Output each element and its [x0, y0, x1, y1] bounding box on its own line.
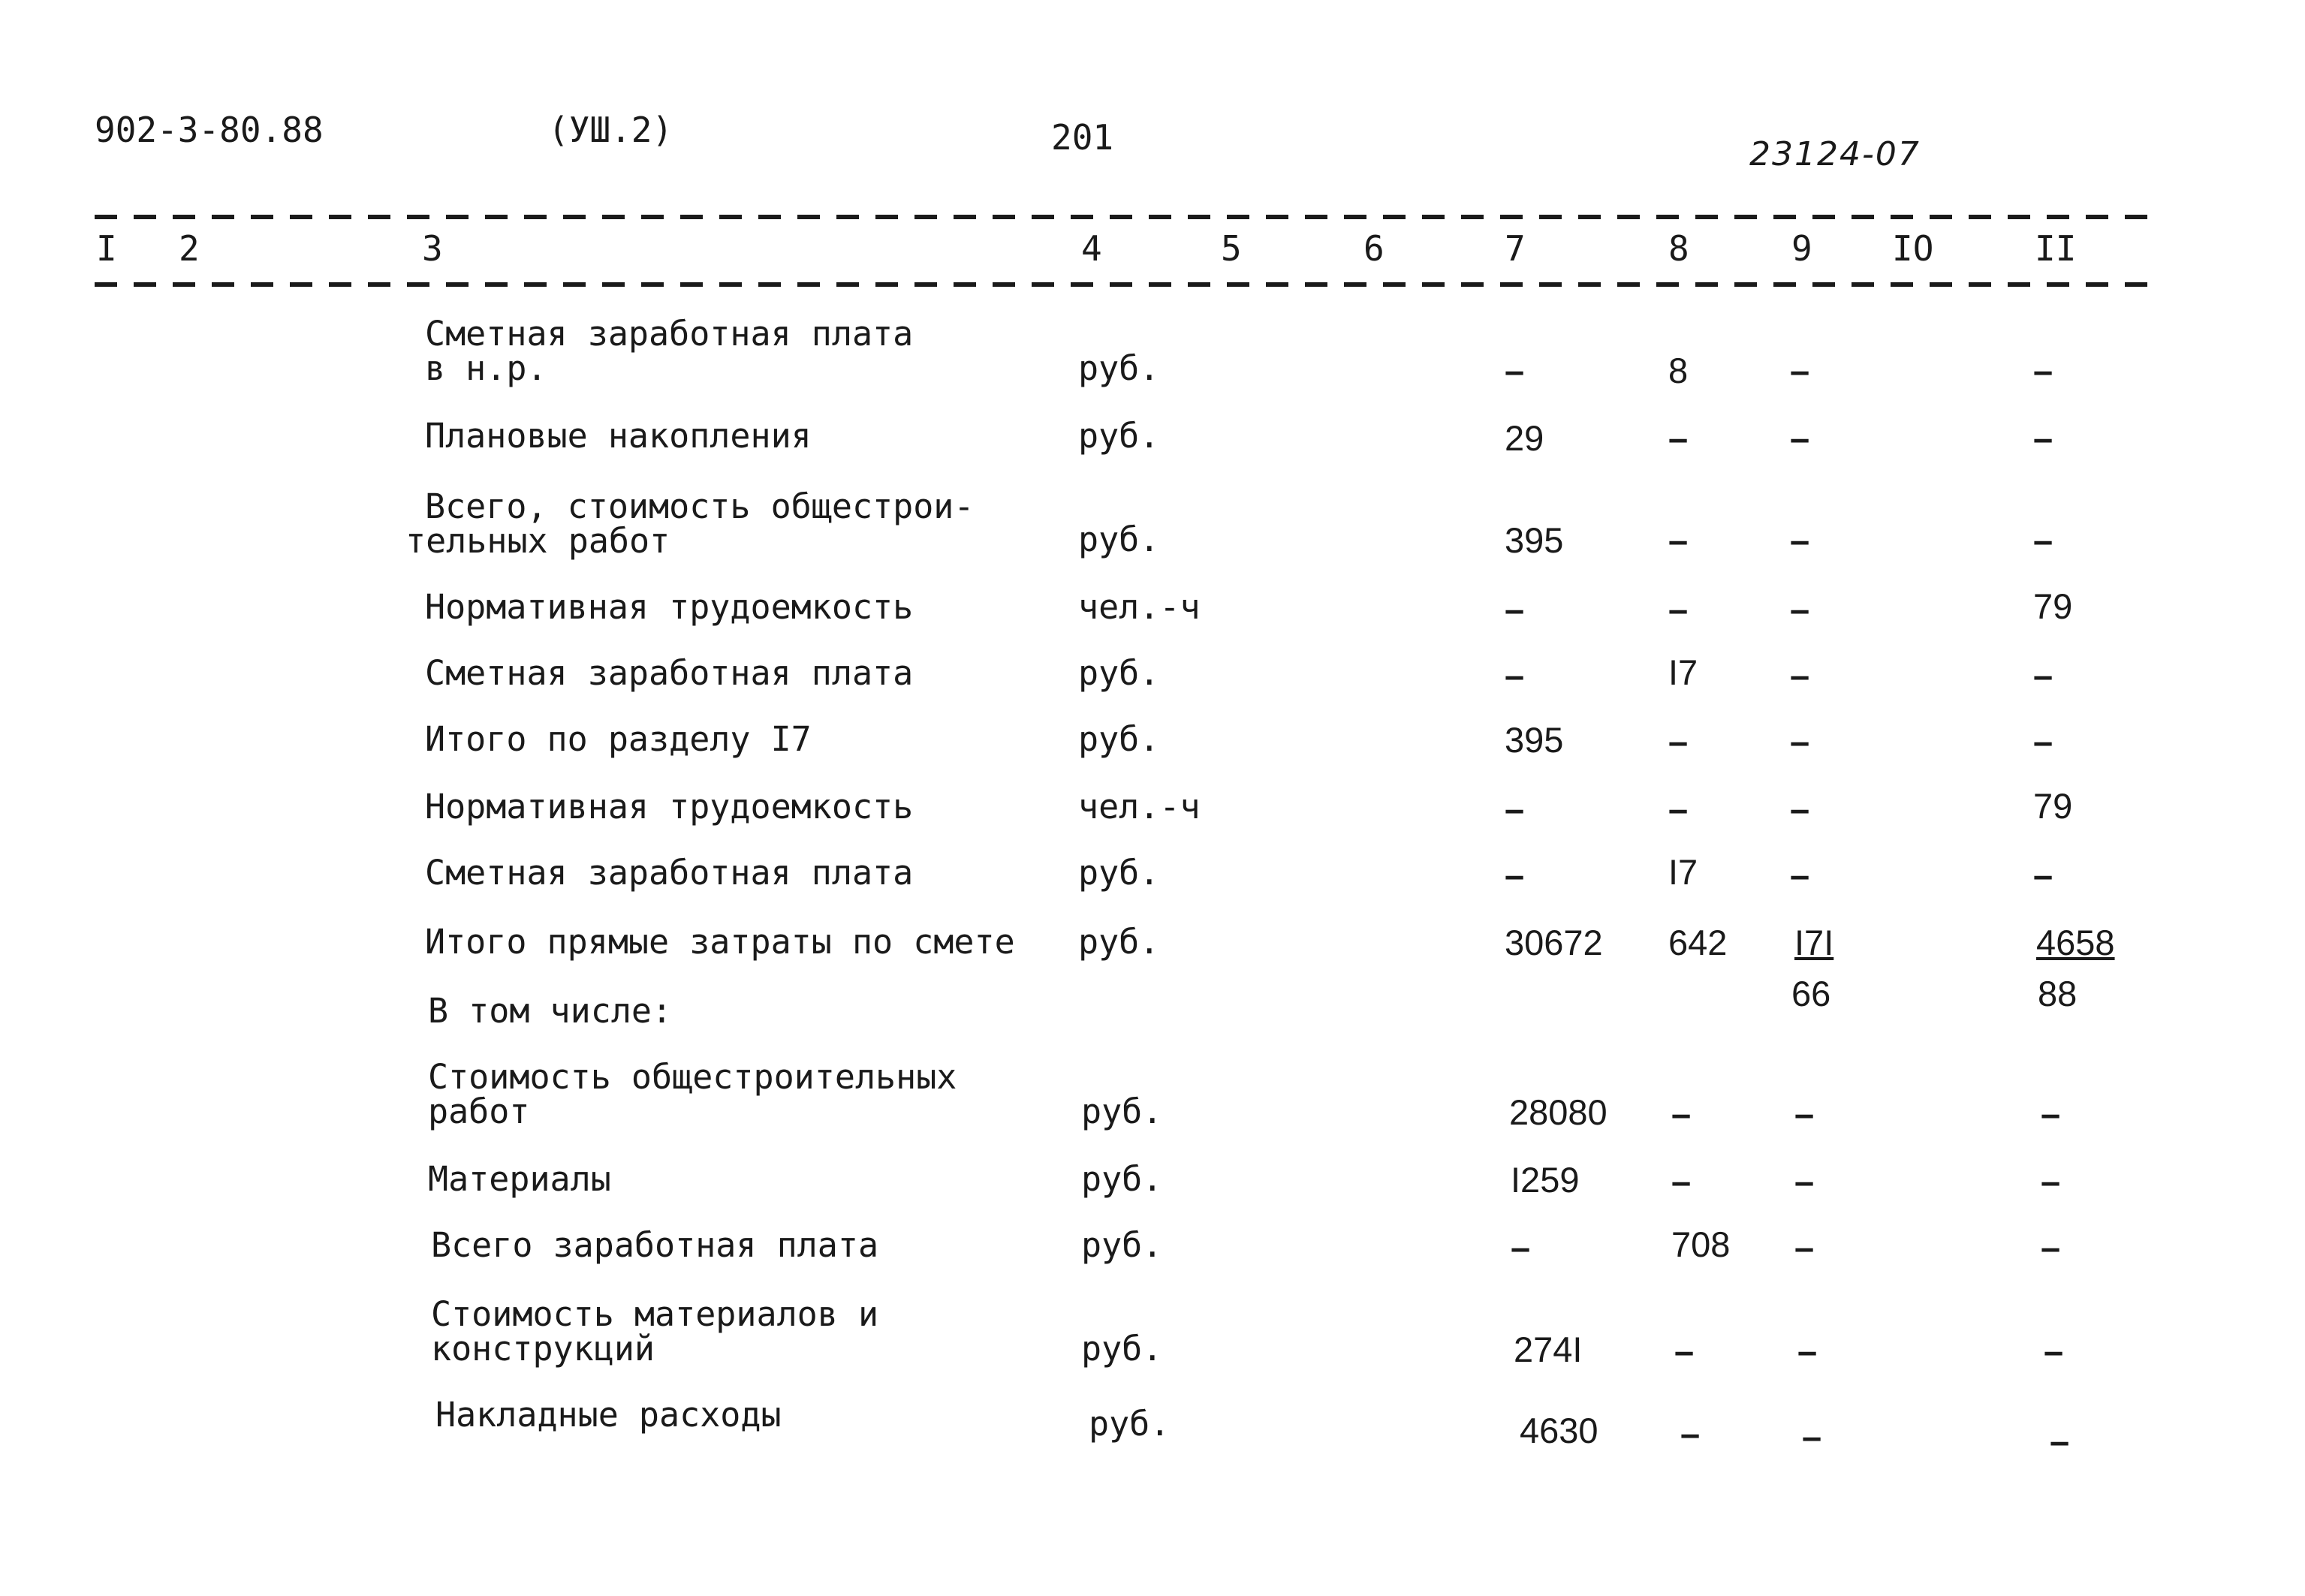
cell-col8: –	[1671, 1161, 1692, 1201]
row-unit: руб.	[1081, 1092, 1163, 1131]
cell-col7: 4630	[1520, 1411, 1598, 1450]
row-unit: руб.	[1078, 922, 1160, 962]
cell-col9: –	[1790, 418, 1810, 458]
row-label: Нормативная трудоемкость	[425, 787, 914, 827]
cell-col8: –	[1668, 520, 1689, 560]
cell-col9: –	[1790, 855, 1810, 895]
cell-col8: I7	[1668, 652, 1698, 692]
col-num-10: IO	[1892, 228, 1934, 269]
row-label: Итого прямые затраты по смете	[425, 922, 1015, 962]
cell-col8: –	[1680, 1414, 1701, 1453]
row-unit: руб.	[1081, 1159, 1163, 1199]
cell-col9-numerator: I7I	[1794, 923, 1834, 962]
row-unit: руб.	[1078, 348, 1160, 388]
cell-col9: –	[1794, 1094, 1815, 1134]
cell-col8: –	[1674, 1331, 1695, 1371]
cell-col7: 395	[1505, 720, 1564, 760]
cell-col8: –	[1671, 1094, 1692, 1134]
row-label: В том числе:	[428, 991, 673, 1031]
col-num-8: 8	[1668, 228, 1689, 269]
cell-col9: –	[1790, 520, 1810, 560]
row-label: Накладные расходы	[435, 1395, 782, 1435]
cell-col11: –	[2033, 520, 2053, 560]
cell-col11: 79	[2033, 586, 2073, 626]
row-unit: руб.	[1081, 1329, 1163, 1369]
row-unit: руб.	[1078, 653, 1160, 693]
cell-col7: –	[1505, 351, 1525, 390]
col-num-2: 2	[179, 228, 200, 269]
row-unit: руб.	[1081, 1225, 1163, 1265]
cell-col11: –	[2041, 1094, 2061, 1134]
cell-col7: 30672	[1505, 923, 1603, 962]
cell-col7: 29	[1505, 418, 1544, 458]
cell-col9: –	[1790, 655, 1810, 695]
cell-col9-denominator: 66	[1791, 974, 1831, 1013]
row-label: Сметная заработная плата	[425, 853, 914, 893]
cell-col11: –	[2044, 1331, 2064, 1371]
row-unit: чел.-ч	[1078, 787, 1201, 827]
document-code: 902-3-80.88	[95, 110, 324, 150]
row-unit: руб.	[1078, 519, 1160, 559]
col-num-9: 9	[1791, 228, 1812, 269]
cell-col8: I7	[1668, 852, 1698, 892]
cell-col11: –	[2033, 351, 2053, 390]
row-label: Плановые накопления	[425, 416, 812, 456]
cell-col9: –	[1794, 1227, 1815, 1267]
cell-col7: I259	[1511, 1160, 1580, 1200]
cell-col9: –	[1790, 589, 1810, 629]
cell-col8: –	[1668, 721, 1689, 761]
cell-col11-numerator: 4658	[2036, 923, 2115, 962]
cell-col9: –	[1790, 721, 1810, 761]
row-unit: руб.	[1078, 719, 1160, 759]
row-label: Нормативная трудоемкость	[425, 587, 914, 627]
cell-col7: 28080	[1509, 1092, 1607, 1132]
col-num-7: 7	[1505, 228, 1526, 269]
cell-col7: 395	[1505, 520, 1564, 560]
section-code: (УШ.2)	[548, 110, 673, 150]
cell-col9: –	[1790, 789, 1810, 829]
cell-col11: –	[2033, 655, 2053, 695]
row-unit: руб.	[1078, 416, 1160, 456]
row-label: Материалы	[428, 1159, 611, 1199]
cell-col8: –	[1668, 589, 1689, 629]
cell-col8: 642	[1668, 923, 1728, 962]
cell-col8: 8	[1668, 351, 1689, 390]
col-num-3: 3	[422, 228, 443, 269]
cell-col11: –	[2050, 1421, 2070, 1461]
cell-col9: –	[1794, 1161, 1815, 1201]
cell-col7: –	[1505, 789, 1525, 829]
cell-col9: –	[1790, 351, 1810, 390]
row-unit: руб.	[1078, 853, 1160, 893]
col-num-6: 6	[1363, 228, 1385, 269]
col-num-1: I	[96, 228, 117, 269]
page-number: 201	[1051, 117, 1114, 158]
cell-col11: 79	[2033, 786, 2073, 826]
cell-col11: –	[2033, 721, 2053, 761]
cell-col7: –	[1505, 855, 1525, 895]
col-num-11: II	[2035, 228, 2077, 269]
cell-col8: –	[1668, 418, 1689, 458]
cell-col11: –	[2041, 1161, 2061, 1201]
row-label: Итого по разделу I7	[425, 719, 812, 759]
cell-col7: 274I	[1514, 1329, 1583, 1369]
row-label: Сметная заработная плата	[425, 653, 914, 693]
cell-col9: –	[1802, 1417, 1822, 1456]
cell-col8: –	[1668, 789, 1689, 829]
cell-col7: –	[1505, 589, 1525, 629]
cell-col8: 708	[1671, 1224, 1731, 1264]
header-rule-top	[95, 215, 2159, 219]
header-rule-bottom	[95, 282, 2159, 287]
row-label: Стоимость общестроительных работ	[428, 1057, 957, 1131]
cell-col7: –	[1511, 1227, 1531, 1267]
cell-col9: –	[1797, 1331, 1818, 1371]
cell-col11-denominator: 88	[2038, 974, 2078, 1013]
row-label: Всего, стоимость общестрои- тельных работ	[405, 486, 975, 561]
row-label: Стоимость материалов и конструкций	[431, 1294, 879, 1369]
cell-col11: –	[2041, 1227, 2061, 1267]
col-num-4: 4	[1081, 228, 1102, 269]
row-unit: чел.-ч	[1078, 587, 1201, 627]
cell-col11: –	[2033, 418, 2053, 458]
row-label: Сметная заработная плата в н.р.	[425, 314, 914, 388]
col-num-5: 5	[1221, 228, 1242, 269]
row-unit: руб.	[1089, 1404, 1171, 1444]
cell-col7: –	[1505, 655, 1525, 695]
row-label: Всего заработная плата	[431, 1225, 879, 1265]
handwritten-stamp: 23124-07	[1749, 135, 1921, 173]
cell-col11: –	[2033, 855, 2053, 895]
